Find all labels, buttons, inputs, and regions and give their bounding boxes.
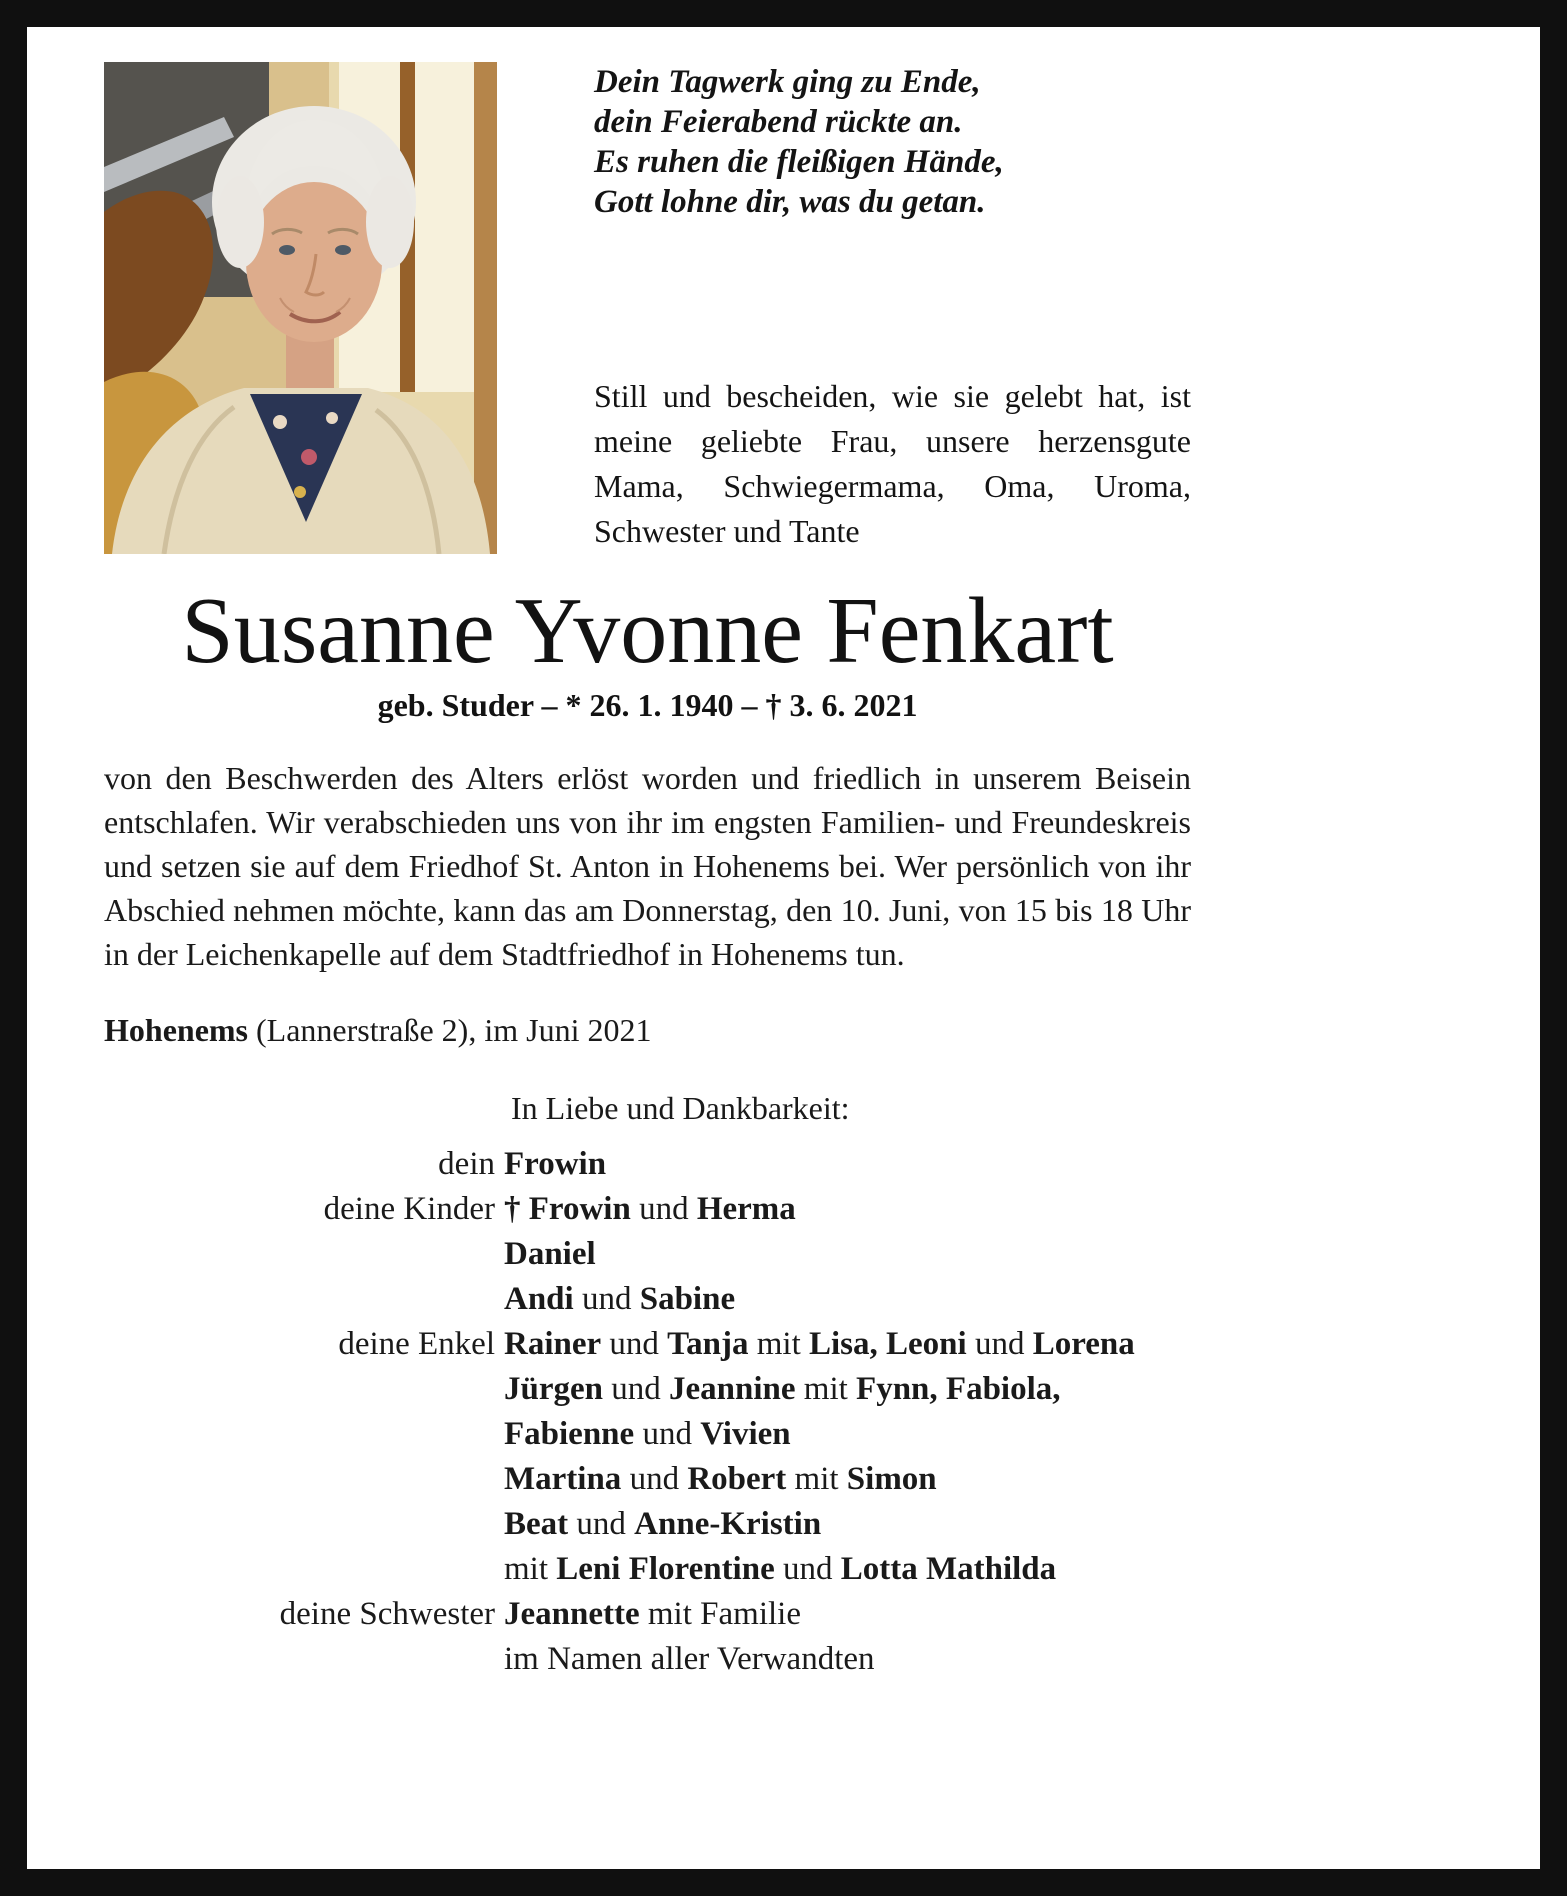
family-row-label (104, 1232, 504, 1277)
family-row-names: Frowin (504, 1145, 607, 1182)
portrait-illustration (104, 62, 497, 554)
family-row (104, 1412, 1191, 1457)
family-row-label (104, 1277, 504, 1322)
family-row (104, 1547, 1191, 1592)
family-row (104, 1457, 1191, 1502)
family-row-label: deine Kinder (323, 1190, 495, 1227)
family-row (104, 1142, 1191, 1187)
family-row (104, 1277, 1191, 1322)
family-row (104, 1322, 1191, 1367)
poem-line: dein Feierabend rückte an. (594, 104, 963, 140)
family-row (104, 1592, 1191, 1637)
family-row-names: Jürgen und Jeannine mit Fynn, Fabiola, (504, 1370, 1061, 1407)
family-row (104, 1637, 1191, 1682)
poem-line: Es ruhen die fleißigen Hände, (594, 144, 1004, 180)
poem-line: Gott lohne dir, was du getan. (594, 184, 986, 220)
poem-line: Dein Tagwerk ging zu Ende, (594, 64, 981, 100)
family-row-label (104, 1547, 504, 1592)
family-row-names: † Frowin und Herma (504, 1190, 796, 1227)
family-row-label: deine Schwester (279, 1595, 495, 1632)
family-row-names: im Namen aller Verwandten (504, 1640, 875, 1677)
family-row (104, 1232, 1191, 1277)
family-row-names: Daniel (504, 1235, 596, 1272)
closing-title: In Liebe und Dankbarkeit: (511, 1089, 850, 1126)
portrait-photo (104, 62, 497, 554)
family-row-label (104, 1412, 504, 1457)
top-section (104, 62, 1191, 554)
family-row (104, 1502, 1191, 1547)
family-row (104, 1187, 1191, 1232)
family-row-label (104, 1457, 504, 1502)
family-row-names: Rainer und Tanja mit Lisa, Leoni und Lorena (504, 1325, 1135, 1362)
announcement-text: von den Beschwerden des Alters erlöst worden und friedlich in unserem Beisein entschlafen. Wir verabschieden uns von ihr im engsten Familien- und Freundeskreis und setzen sie auf dem Friedhof St. Anton in Hohenems bei. Wer persönlich von ihr Abschied nehmen möchte, kann das am Donnerstag, den 10. Juni, von 15 bis 18 Uhr in der Leichenkapelle auf dem Stadtfriedhof in Hohenems tun. (104, 759, 1191, 972)
family-row-label (104, 1637, 504, 1682)
family-row-label (104, 1502, 504, 1547)
family-row-label (104, 1367, 504, 1412)
family-list (104, 1142, 1191, 1682)
place-name: Hohenems (104, 1011, 248, 1048)
family-row (104, 1367, 1191, 1412)
family-row-label: dein (438, 1145, 495, 1182)
birth-death-line: geb. Studer – * 26. 1. 1940 – † 3. 6. 2021 (377, 686, 918, 723)
place-rest: (Lannerstraße 2), im Juni 2021 (248, 1011, 652, 1048)
family-row-label: deine Enkel (338, 1325, 495, 1362)
memorial-poem (594, 62, 1191, 222)
family-row-names: Fabienne und Vivien (504, 1415, 791, 1452)
family-row-names: Beat und Anne-Kristin (504, 1505, 822, 1542)
top-right-column (594, 62, 1191, 554)
family-row-names: Jeannette mit Familie (504, 1595, 801, 1632)
obituary-paper (27, 27, 1540, 1869)
intro-text: Still und bescheiden, wie sie gelebt hat, ist meine geliebte Frau, unsere herzensgute Mama, Schwiegermama, Oma, Uroma, Schwester und Tante (594, 378, 1191, 549)
family-row-names: mit Leni Florentine und Lotta Mathilda (504, 1550, 1057, 1587)
deceased-name: Susanne Yvonne Fenkart (181, 579, 1114, 683)
family-row-names: Andi und Sabine (504, 1280, 736, 1317)
place-date-line (104, 1008, 1191, 1052)
family-row-names: Martina und Robert mit Simon (504, 1460, 937, 1497)
